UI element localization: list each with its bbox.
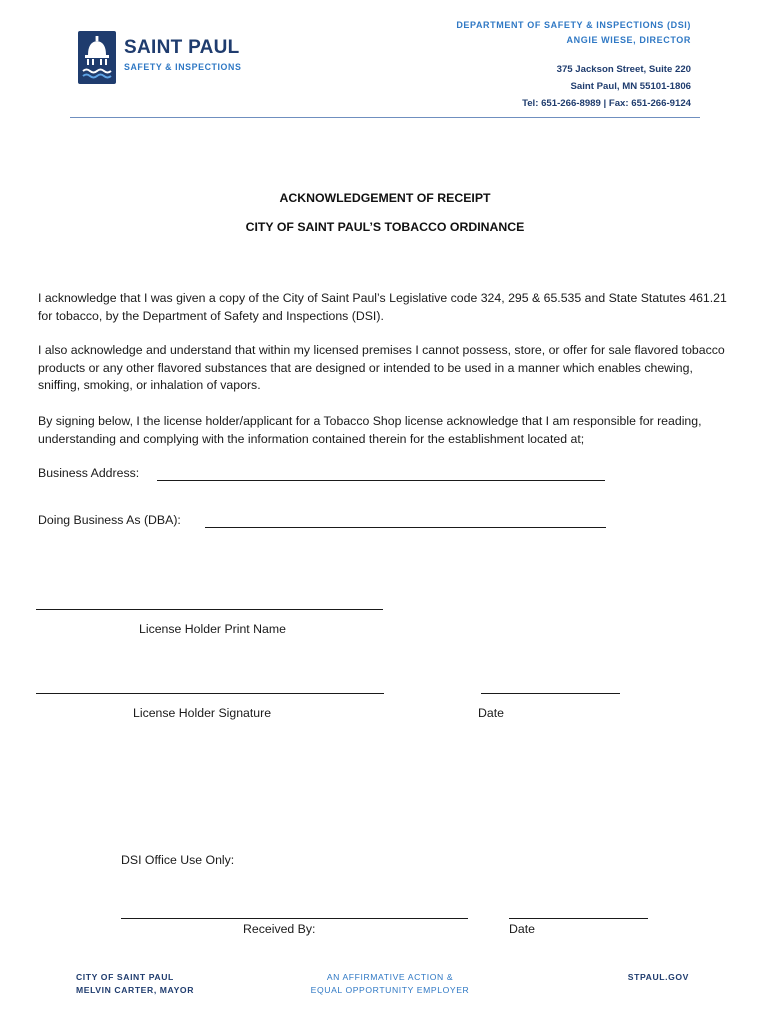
responsibility-paragraph: By signing below, I the license holder/applicant for a Tobacco Shop license acknowledge that I am responsible for reading, understanding and complying with the information contained therein for the establishment located at; <box>38 414 702 446</box>
department-name: DEPARTMENT OF SAFETY & INSPECTIONS (DSI) <box>456 20 691 30</box>
received-by-label: Received By: <box>243 922 316 936</box>
director-name: ANGIE WIESE, DIRECTOR <box>566 35 691 45</box>
footer-employer-line1: AN AFFIRMATIVE ACTION & <box>326 972 454 982</box>
capitol-dome-icon <box>78 31 116 84</box>
footer-employer-line2: EQUAL OPPORTUNITY EMPLOYER <box>310 984 470 995</box>
print-name-field[interactable] <box>36 609 383 610</box>
footer-website[interactable]: STPAUL.GOV <box>627 972 689 982</box>
footer-city-name: CITY OF SAINT PAUL <box>76 972 174 982</box>
address-block <box>522 61 691 112</box>
footer-city-block <box>76 971 194 996</box>
address-line2: Saint Paul, MN 55101-1806 <box>570 81 691 92</box>
city-logo <box>78 31 116 84</box>
flavored-products-paragraph: I also acknowledge and understand that within my licensed premises I cannot possess, store, or offer for sale flavored tobacco products or any other flavored substances that are designed or intended to be used in a manner which enables chewing, sniffing, smoking, or inhalation of vapors. <box>38 343 725 392</box>
logo-title: SAINT PAUL <box>124 37 240 58</box>
header-divider <box>70 117 700 118</box>
signature-date-field[interactable] <box>481 693 620 694</box>
office-use-label: DSI Office Use Only: <box>121 853 235 867</box>
business-address-label: Business Address: <box>38 466 140 480</box>
document-subtitle: CITY OF SAINT PAUL’S TOBACCO ORDINANCE <box>245 220 525 234</box>
footer-employer-block <box>290 971 490 996</box>
dba-label: Doing Business As (DBA): <box>38 513 181 527</box>
business-address-field[interactable] <box>157 480 605 481</box>
address-line1: 375 Jackson Street, Suite 220 <box>556 64 691 75</box>
signature-date-label: Date <box>478 706 504 720</box>
document-title: ACKNOWLEDGEMENT OF RECEIPT <box>279 191 491 205</box>
signature-field[interactable] <box>36 693 384 694</box>
received-by-field[interactable] <box>121 918 468 919</box>
signature-label: License Holder Signature <box>133 706 272 720</box>
office-date-field[interactable] <box>509 918 648 919</box>
footer-mayor: MELVIN CARTER, MAYOR <box>76 984 194 995</box>
department-block <box>456 18 691 48</box>
dba-field[interactable] <box>205 527 606 528</box>
office-date-label: Date <box>509 922 535 936</box>
acknowledgement-paragraph: I acknowledge that I was given a copy of the City of Saint Paul’s Legislative code 324, 295 & 65.535 and State Statutes 461.21 for tobacco, by the Department of Safety and Inspections (DSI). <box>38 291 727 323</box>
logo-subtitle: SAFETY & INSPECTIONS <box>124 62 242 72</box>
print-name-label: License Holder Print Name <box>139 622 286 636</box>
contact-line: Tel: 651-266-8989 | Fax: 651-266-9124 <box>522 98 691 109</box>
